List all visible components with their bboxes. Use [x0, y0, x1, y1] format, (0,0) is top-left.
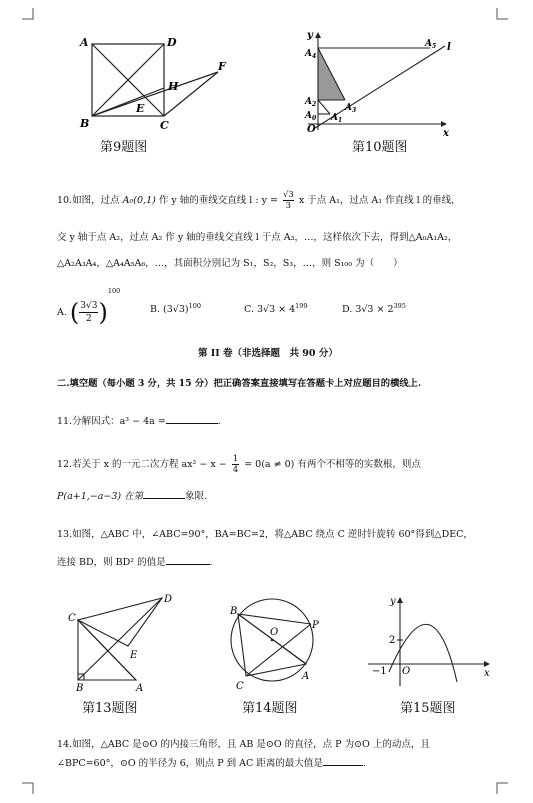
fig10-A1-sub: 1	[337, 117, 343, 124]
fig15-caption: 第15题图	[400, 701, 456, 716]
q12-frac-den: 4	[232, 465, 239, 475]
fig14-label-P: P	[312, 620, 319, 631]
q13-text-a: 连接 BD，则 BD² 的值是	[57, 557, 166, 568]
crop-mark-top-right	[496, 8, 508, 20]
fig10-axis-y: y	[307, 30, 313, 41]
q12-text-c: P(a+1,−a−3) 在第	[57, 491, 144, 502]
figure-13	[66, 590, 181, 695]
figure-10	[295, 28, 455, 138]
q12-line-2	[57, 490, 207, 504]
fig10-A5-sub: 5	[431, 43, 437, 50]
q12-answer-blank[interactable]	[143, 498, 185, 499]
fig15-axis-y: y	[390, 596, 396, 607]
fig13-caption: 第13题图	[82, 701, 138, 716]
fig10-A3: A	[345, 103, 352, 113]
svg-text:A1	[330, 113, 342, 124]
fig9-label-E: E	[136, 102, 145, 115]
q14-text-b: .	[362, 758, 366, 769]
q10-text-d: x 于点 A₁，过点 A₁ 作直线 l 的垂线，	[298, 195, 461, 206]
fig9-label-B: B	[80, 117, 90, 130]
q14-answer-blank[interactable]	[323, 765, 363, 766]
fig10-A0: A	[305, 111, 312, 121]
q10-frac-num: √3	[282, 190, 294, 200]
q13-line-2	[57, 556, 213, 570]
q10-text-a: 10.如图，过点	[57, 195, 120, 206]
fig14-label-A: A	[302, 671, 310, 682]
figure-15	[362, 592, 492, 692]
q14-line-2	[57, 757, 366, 771]
fig13-label-B: B	[76, 683, 84, 694]
fig10-A2: A	[305, 97, 312, 107]
fill-in-section-header: 二.填空题（每小题 3 分，共 15 分）把正确答案直接填写在答题卡上对应题目的横线上.	[57, 378, 422, 389]
fig10-line-l: l	[447, 42, 451, 53]
svg-text:A5	[424, 39, 436, 50]
q13-answer-blank[interactable]	[166, 564, 210, 565]
svg-text:A0	[304, 111, 317, 122]
fig9-label-C: C	[160, 119, 169, 132]
q12-line-1	[57, 454, 421, 475]
fig10-A1: A	[331, 113, 338, 123]
fig9-label-A: A	[80, 36, 89, 49]
fig15-tick-neg1: −1	[372, 666, 387, 677]
figure-9	[70, 30, 240, 135]
q10-option-a-exp: 100	[107, 287, 121, 295]
fig15-axis-x: x	[484, 668, 490, 679]
fig9-label-H: H	[168, 80, 179, 93]
q10-option-c-text: C. 3√3 × 4	[244, 304, 296, 316]
q12-text-a: 12.若关于 x 的一元二次方程 ax² − x −	[57, 459, 227, 470]
fig10-A5: A	[425, 39, 432, 49]
fig13-label-A: A	[136, 683, 144, 694]
q10-fraction	[283, 190, 294, 211]
q10-option-a-num: 3√3	[80, 301, 98, 311]
fig14-label-B: B	[230, 606, 238, 617]
fig9-label-D: D	[167, 36, 177, 49]
q10-option-b-text: B. (3√3)	[150, 304, 189, 316]
fig15-tick-2: 2	[389, 635, 396, 646]
q10-option-c[interactable]	[244, 302, 308, 315]
q12-fraction	[232, 454, 239, 475]
fig10-caption: 第10题图	[352, 140, 408, 155]
fig13-label-C: C	[68, 613, 76, 624]
q14-line-1: 14.如图，△ABC 是⊙O 的内接三角形，且 AB 是⊙O 的直径，点 P 为⊙O 上的动点，且	[57, 739, 430, 750]
q10-line-2: 交 y 轴于点 A₂，过点 A₂ 作 y 轴的垂线交直线 l 于点 A₃，…，这样依次下去，得到△A₀A₁A₂，	[57, 232, 458, 243]
fig10-axis-x: x	[443, 128, 449, 138]
fig15-origin: O	[402, 666, 411, 677]
q10-option-d[interactable]	[342, 302, 406, 315]
q11-text: 11.分解因式：a³ − 4a =	[57, 416, 166, 427]
q12-text-d: 象限.	[185, 491, 208, 502]
fig14-label-O: O	[270, 627, 279, 638]
q10-option-a[interactable]: A. ( $\frac{3√3}{2}$ )$^{100}$	[57, 287, 121, 327]
fig10-A3-sub: 3	[351, 107, 357, 114]
q11-end: .	[217, 416, 221, 427]
fig10-A4-sub: 4	[311, 53, 317, 60]
q10-option-b-exp: 100	[188, 302, 201, 310]
fig10-A4: A	[305, 49, 312, 59]
part2-title: 第 II 卷（非选择题 共 90 分）	[198, 348, 338, 359]
svg-text:A3	[344, 103, 356, 114]
fig9-label-F: F	[218, 60, 226, 73]
q10-point-a0: A₀(0,1)	[122, 195, 156, 206]
q10-text-c: 作 y 轴的垂线交直线 l : y =	[158, 195, 278, 206]
q13-line-1: 13.如图，△ABC 中，∠ABC=90°，BA=BC=2，将△ABC 绕点 C 逆时针旋转 60°得到△DEC，	[57, 529, 473, 540]
fig14-label-C: C	[236, 681, 244, 692]
q10-frac-den: 3	[285, 201, 292, 211]
q13-text-b: .	[209, 557, 213, 568]
q10-option-d-exp: 395	[393, 302, 406, 310]
q14-text-a: ∠BPC=60°，⊙O 的半径为 6，则点 P 到 AC 距离的最大值是	[57, 758, 323, 769]
fig9-caption: 第9题图	[100, 140, 148, 155]
q10-option-a-den: 2	[86, 314, 92, 324]
fig10-A0-sub: 0	[311, 115, 317, 122]
q12-frac-num: 1	[232, 454, 239, 464]
figure-14	[218, 592, 328, 697]
svg-text:A2	[304, 97, 316, 108]
q11-line	[57, 415, 221, 429]
q10-option-a-label: A.	[57, 307, 67, 318]
fig13-label-E: E	[130, 650, 138, 661]
q10-option-c-exp: 199	[295, 302, 308, 310]
crop-mark-bottom-left	[22, 782, 34, 794]
fig13-label-D: D	[164, 594, 173, 605]
q10-option-d-text: D. 3√3 × 2	[342, 304, 394, 316]
fig14-caption: 第14题图	[242, 701, 298, 716]
crop-mark-top-left	[22, 8, 34, 20]
svg-text:A4	[304, 49, 316, 60]
q11-answer-blank[interactable]	[166, 423, 218, 424]
fig10-origin: O	[307, 124, 316, 135]
q10-option-b[interactable]	[150, 302, 201, 315]
fig10-A2-sub: 2	[311, 101, 317, 108]
q12-text-b: = 0(a ≠ 0) 有两个不相等的实数根，则点	[244, 459, 421, 470]
crop-mark-bottom-right	[496, 782, 508, 794]
q10-line-3: △A₂A₃A₄，△A₄A₅A₆，…，其面积分别记为 S₁，S₂，S₃，…，则 S₁₀₀ 为（ ）	[57, 258, 403, 269]
q10-line-1	[57, 190, 461, 211]
